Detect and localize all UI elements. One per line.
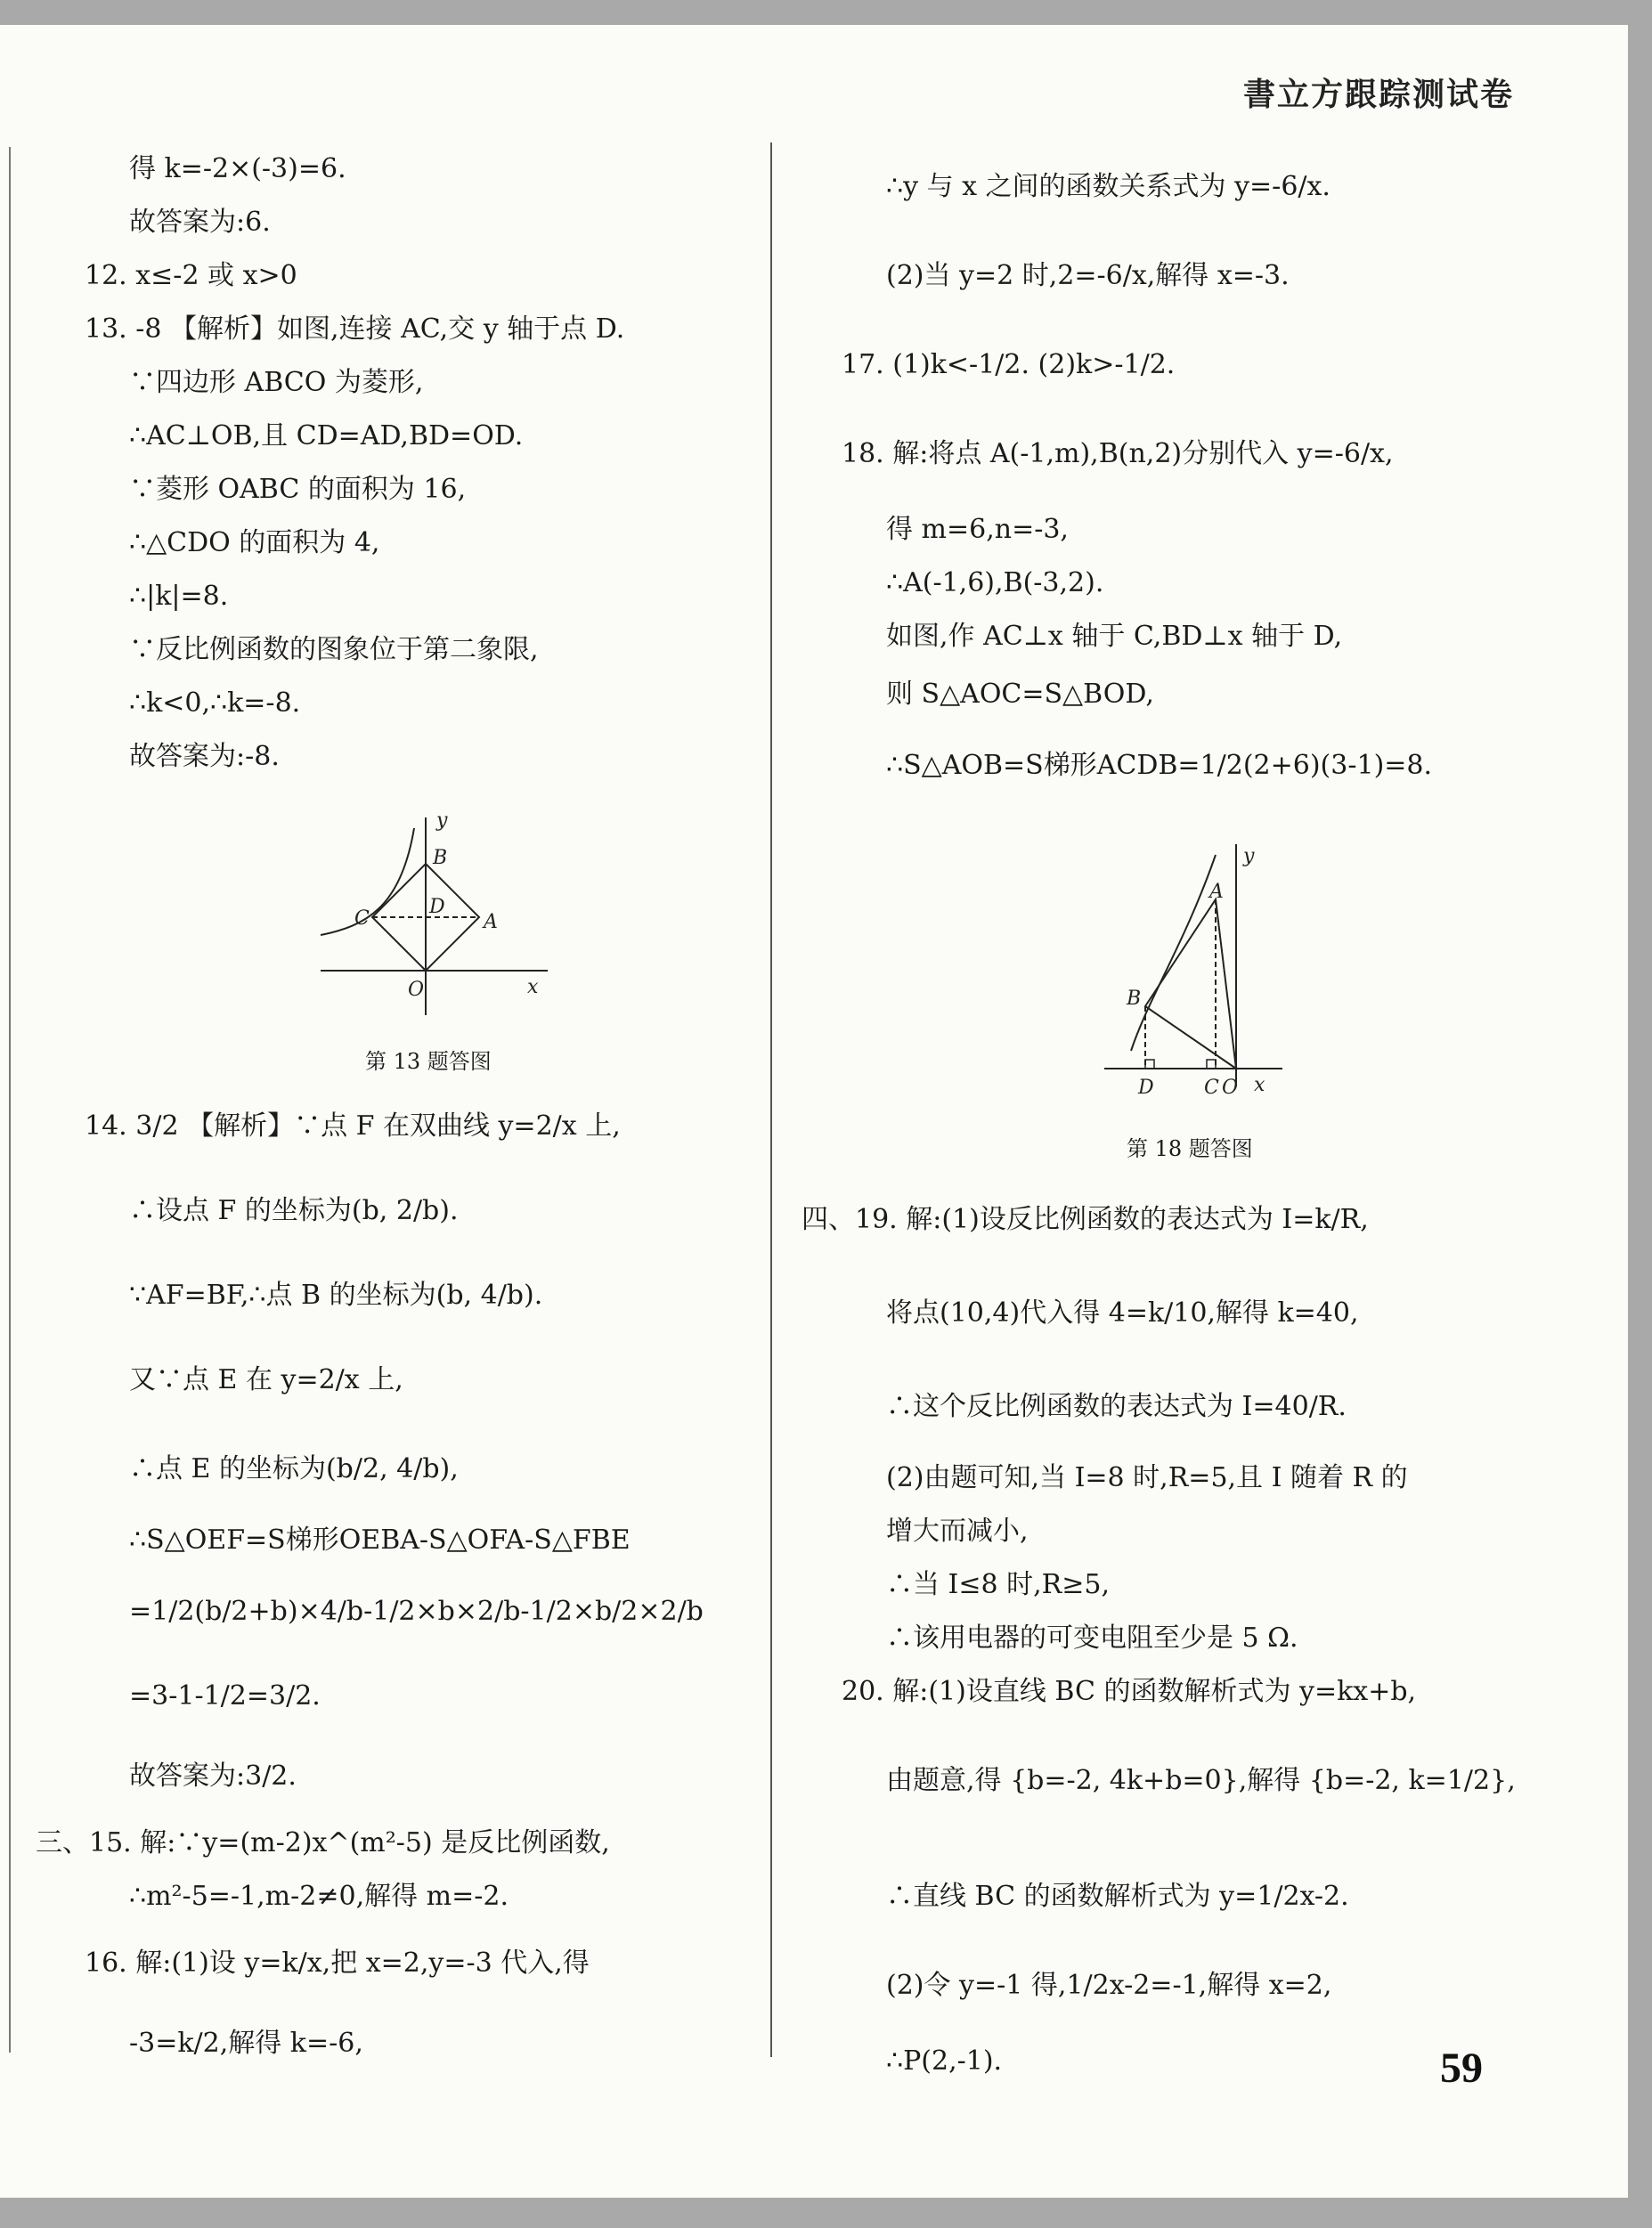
text-line: 将点(10,4)代入得 4=k/10,解得 k=40, <box>886 1297 1359 1329</box>
text-line: 故答案为:6. <box>129 207 271 238</box>
text-line: 三、15. 解:∵y=(m-2)x^(m²-5) 是反比例函数, <box>36 1827 610 1858</box>
text-line: 16. 解:(1)设 y=k/x,把 x=2,y=-3 代入,得 <box>85 1947 590 1979</box>
text-line: ∴AC⊥OB,且 CD=AD,BD=OD. <box>129 420 524 451</box>
hyperbola-curve <box>1131 855 1216 1051</box>
header-title: 書立方跟踪测试卷 <box>1242 77 1514 113</box>
text-line: 故答案为:-8. <box>129 741 280 772</box>
text-line: 由题意,得 {b=-2, 4k+b=0},解得 {b=-2, k=1/2}, <box>886 1765 1516 1796</box>
fig13-graph <box>312 810 561 1024</box>
fig13-caption: 第 13 题答图 <box>365 1049 492 1074</box>
text-line: 得 m=6,n=-3, <box>886 514 1069 545</box>
label-a: A <box>484 911 498 933</box>
page-number: 59 <box>1440 2045 1483 2092</box>
label-o: O <box>408 979 425 1001</box>
text-line: ∴直线 BC 的函数解析式为 y=1/2x-2. <box>886 1881 1349 1912</box>
text-line: ∴|k|=8. <box>129 581 229 612</box>
label-b: B <box>1127 988 1142 1010</box>
text-line: 故答案为:3/2. <box>129 1760 297 1792</box>
text-line: =1/2(b/2+b)×4/b-1/2×b×2/b-1/2×b/2×2/b <box>129 1596 704 1627</box>
fig18-caption: 第 18 题答图 <box>1127 1136 1253 1161</box>
text-line: ∵四边形 ABCO 为菱形, <box>129 367 424 398</box>
text-line: ∴A(-1,6),B(-3,2). <box>886 567 1104 598</box>
label-y: y <box>436 810 448 832</box>
text-line: ∵AF=BF,∴点 B 的坐标为(b, 4/b). <box>129 1280 543 1311</box>
text-line: ∴y 与 x 之间的函数关系式为 y=-6/x. <box>886 171 1331 202</box>
text-line: ∴当 I≤8 时,R≥5, <box>886 1569 1111 1600</box>
text-line: ∵反比例函数的图象位于第二象限, <box>129 634 539 665</box>
text-line: =3-1-1/2=3/2. <box>129 1680 321 1712</box>
text-line: 17. (1)k<-1/2. (2)k>-1/2. <box>842 349 1176 380</box>
text-line: 20. 解:(1)设直线 BC 的函数解析式为 y=kx+b, <box>842 1676 1417 1707</box>
label-b: B <box>433 847 448 869</box>
text-line: 如图,作 AC⊥x 轴于 C,BD⊥x 轴于 D, <box>886 621 1343 652</box>
triangle-aob <box>1145 899 1236 1069</box>
text-line: 14. 3/2 【解析】∵点 F 在双曲线 y=2/x 上, <box>85 1110 621 1142</box>
text-line: 18. 解:将点 A(-1,m),B(n,2)分别代入 y=-6/x, <box>842 438 1394 469</box>
label-d: D <box>429 896 445 918</box>
text-line: ∴点 E 的坐标为(b/2, 4/b), <box>129 1453 459 1484</box>
label-c: C <box>1204 1077 1219 1099</box>
text-line: ∴P(2,-1). <box>886 2045 1003 2077</box>
label-o: O <box>1222 1077 1239 1099</box>
text-line: 13. -8 【解析】如图,连接 AC,交 y 轴于点 D. <box>85 313 625 345</box>
label-d: D <box>1138 1077 1154 1099</box>
fig18-graph <box>1095 837 1291 1104</box>
text-line: ∴S△AOB=S梯形ACDB=1/2(2+6)(3-1)=8. <box>886 750 1433 781</box>
text-line: 四、19. 解:(1)设反比例函数的表达式为 I=k/R, <box>802 1204 1369 1235</box>
text-line: -3=k/2,解得 k=-6, <box>129 2028 363 2059</box>
text-line: ∴△CDO 的面积为 4, <box>129 527 380 558</box>
text-line: ∴该用电器的可变电阻至少是 5 Ω. <box>886 1622 1298 1654</box>
text-line: (2)由题可知,当 I=8 时,R=5,且 I 随着 R 的 <box>886 1462 1408 1493</box>
text-line: 12. x≤-2 或 x>0 <box>85 260 297 291</box>
left-margin-rule <box>9 147 11 2053</box>
right-angle-c <box>1207 1060 1216 1069</box>
label-c: C <box>354 907 370 930</box>
text-line: (2)令 y=-1 得,1/2x-2=-1,解得 x=2, <box>886 1970 1332 2001</box>
label-a: A <box>1209 881 1224 903</box>
right-angle-d <box>1145 1060 1154 1069</box>
text-line: ∵菱形 OABC 的面积为 16, <box>129 474 467 505</box>
label-x: x <box>527 976 539 998</box>
text-line: 增大而减小, <box>886 1516 1029 1547</box>
text-line: 又∵点 E 在 y=2/x 上, <box>129 1364 403 1395</box>
label-x: x <box>1254 1074 1265 1096</box>
text-line: (2)当 y=2 时,2=-6/x,解得 x=-3. <box>886 260 1290 291</box>
text-line: ∴m²-5=-1,m-2≠0,解得 m=-2. <box>129 1881 509 1912</box>
text-line: 得 k=-2×(-3)=6. <box>129 153 346 184</box>
text-line: ∴设点 F 的坐标为(b, 2/b). <box>129 1195 459 1226</box>
column-divider <box>770 142 772 2057</box>
text-line: ∴S△OEF=S梯形OEBA-S△OFA-S△FBE <box>129 1525 631 1556</box>
text-line: 则 S△AOC=S△BOD, <box>886 679 1154 710</box>
text-line: ∴k<0,∴k=-8. <box>129 687 301 719</box>
label-y: y <box>1243 845 1255 867</box>
text-line: ∴这个反比例函数的表达式为 I=40/R. <box>886 1391 1347 1422</box>
